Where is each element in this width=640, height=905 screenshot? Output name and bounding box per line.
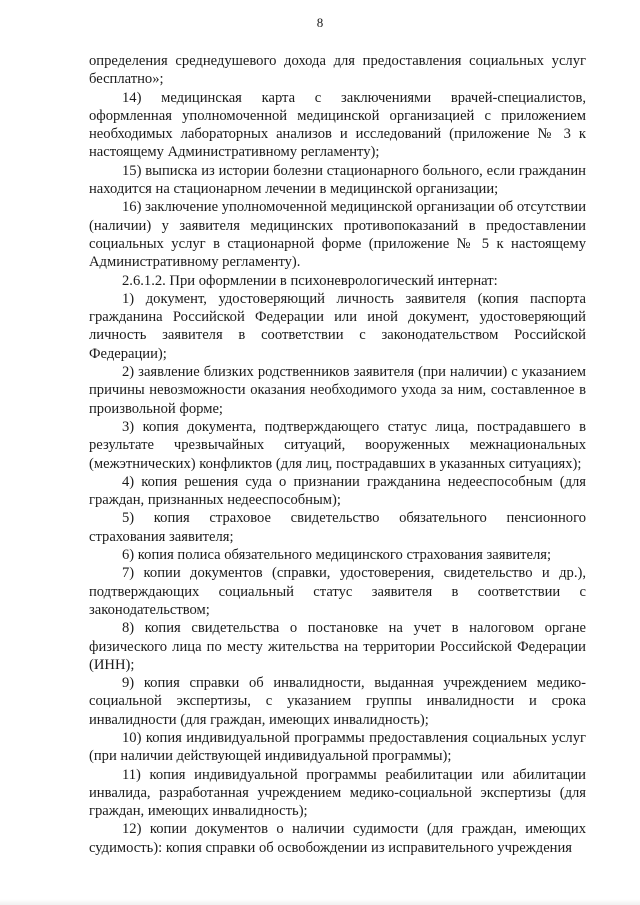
list-item-14: 14) медицинская карта с заключениями врачей-специалистов, оформленная уполномоченной медицинской организацией с приложением необходимых лабораторных анализов и исследований (приложение № 3 к настоящему Административному регламенту); <box>89 89 586 161</box>
list-item-1: 1) документ, удостоверяющий личность заявителя (копия паспорта гражданина Российской Федерации или иной документ, удостоверяющий личность заявителя в соответствии с законодательством Российской Федерации); <box>89 290 586 362</box>
list-item-16: 16) заключение уполномоченной медицинской организации об отсутствии (наличии) у заявителя медицинских противопоказаний в предоставлении социальных услуг в стационарной форме (приложение № 5 к настоящему Административному регламенту). <box>89 199 586 271</box>
paragraph-continuation: определения среднедушевого дохода для предоставления социальных услуг бесплатно»; <box>89 53 586 88</box>
list-item-5: 5) копия страховое свидетельство обязательного пенсионного страхования заявителя; <box>89 510 586 545</box>
list-item-7: 7) копии документов (справки, удостоверения, свидетельство и др.), подтверждающих социальный статус заявителя в соответствии с законодательством; <box>89 565 586 618</box>
scan-bottom-edge <box>0 899 640 905</box>
section-heading-2-6-1-2: 2.6.1.2. При оформлении в психоневрологический интернат: <box>122 272 498 289</box>
list-item-12: 12) копии документов о наличии судимости (для граждан, имеющих судимость): копия справки об освобождении из исправительного учреждения <box>89 821 586 856</box>
list-item-10: 10) копия индивидуальной программы предоставления социальных услуг (при наличии действующей индивидуальной программы); <box>89 729 586 765</box>
list-item-15: 15) выписка из истории болезни стационарного больного, если гражданин находится на стационарном лечении в медицинской организации; <box>89 162 586 198</box>
document-body <box>89 52 586 857</box>
list-item-6: 6) копия полиса обязательного медицинского страхования заявителя; <box>122 547 552 564</box>
list-item-9: 9) копия справки об инвалидности, выданная учреждением медико-социальной экспертизы, с указанием группы инвалидности и срока инвалидности (для граждан, имеющих инвалидность); <box>89 675 586 728</box>
list-item-4: 4) копия решения суда о признании гражданина недееспособным (для граждан, признанных недееспособным); <box>89 473 586 509</box>
page-number: 8 <box>316 15 324 30</box>
list-item-8: 8) копия свидетельства о постановке на учет в налоговом органе физического лица по месту жительства на территории Российской Федерации (ИНН); <box>89 620 586 673</box>
list-item-3: 3) копия документа, подтверждающего статус лица, пострадавшего в результате чрезвычайных ситуаций, вооруженных межнациональных (межэтнических) конфликтов (для лиц, пострадавших в указанных ситуациях); <box>89 418 586 472</box>
list-item-2: 2) заявление близких родственников заявителя (при наличии) с указанием причины невозможности оказания необходимого ухода за ним, составленное в произвольной форме; <box>89 364 586 417</box>
list-item-11: 11) копия индивидуальной программы реабилитации или абилитации инвалида, разработанная учреждением медико-социальной экспертизы (для граждан, имеющих инвалидность); <box>89 766 586 820</box>
